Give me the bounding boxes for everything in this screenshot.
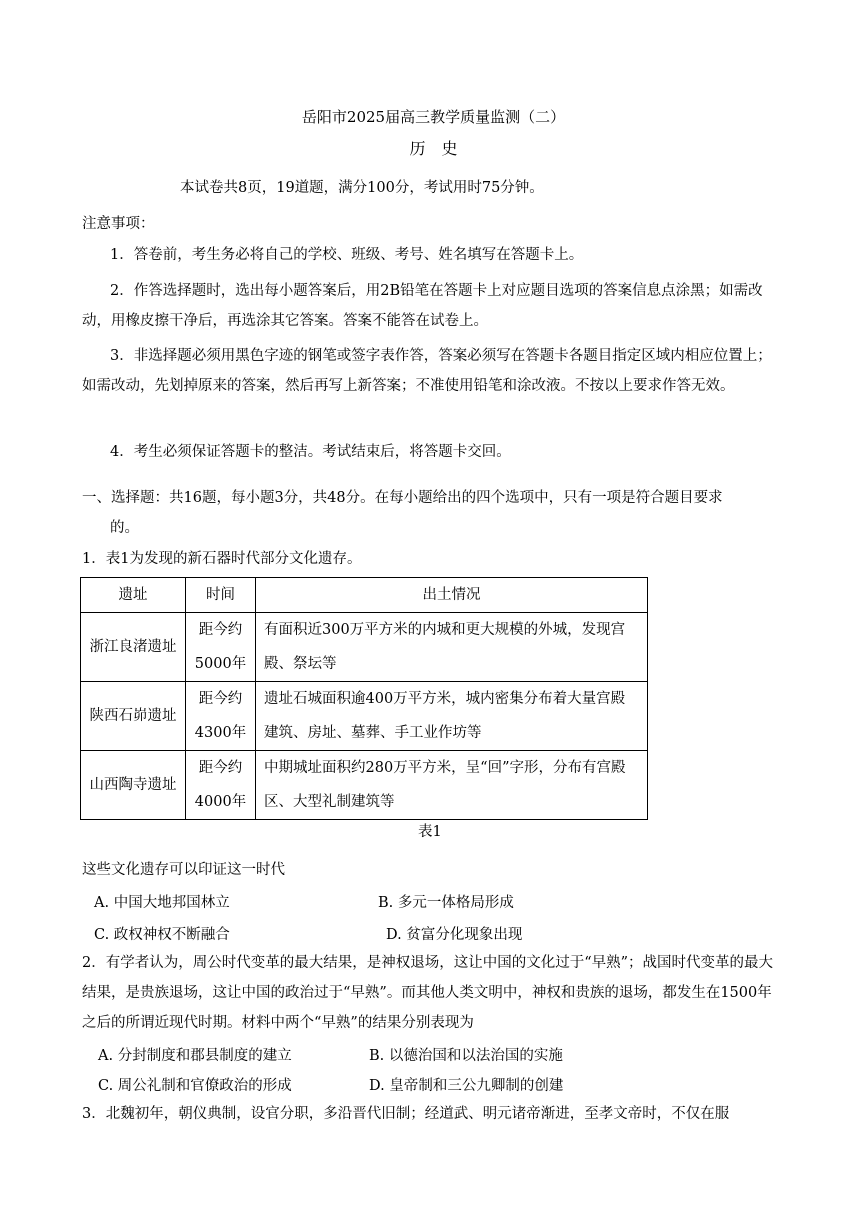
exam-title: 岳阳市2025届高三教学质量监测（二） — [301, 108, 566, 126]
found-cell: 中期城址面积约280万平方米，呈“回”字形，分布有宫殿区、大型礼制建筑等 — [256, 751, 648, 820]
exam-intro: 本试卷共8页，19道题，满分100分，考试用时75分钟。 — [180, 180, 544, 196]
q2-option-b: B. 以德治国和以法治国的实施 — [369, 1048, 563, 1064]
site-cell: 陕西石峁遗址 — [81, 682, 186, 751]
table-row — [81, 613, 648, 682]
table-header-cell: 遗址 — [81, 578, 186, 613]
time-approx: 距今约 — [198, 622, 243, 638]
time-cell — [186, 613, 256, 682]
q3-stem: 3．北魏初年，朝仪典制，设官分职，多沿晋代旧制；经道武、明元诸帝渐进，至孝文帝时，不仅在服 — [82, 1106, 730, 1122]
q1-option-a: A. 中国大地邦国林立 — [94, 895, 230, 911]
q1-stem: 1．表1为发现的新石器时代部分文化遗存。 — [82, 551, 362, 567]
q1-option-d: D. 贫富分化现象出现 — [386, 927, 523, 943]
section1-heading-cont: 的。 — [110, 520, 139, 536]
site-cell: 山西陶寺遗址 — [81, 751, 186, 820]
q2-option-d: D. 皇帝制和三公九卿制的创建 — [369, 1078, 564, 1094]
table-header-cell: 时间 — [186, 578, 256, 613]
notice-item-1: 1．答卷前，考生务必将自己的学校、班级、考号、姓名填写在答题卡上。 — [110, 247, 584, 263]
relics-table — [80, 577, 648, 820]
found-cell: 遗址石城面积逾400万平方米，城内密集分布着大量宫殿建筑、房址、墓葬、手工业作坊等 — [256, 682, 648, 751]
q1-question: 这些文化遗存可以印证这一时代 — [82, 862, 285, 878]
time-cell — [186, 751, 256, 820]
found-cell: 有面积近300万平方米的内城和更大规模的外城，发现宫殿、祭坛等 — [256, 613, 648, 682]
time-approx: 距今约 — [198, 760, 243, 776]
notice-item-3: 3．非选择题必须用黑色字迹的钢笔或签字表作答，答案必须写在答题卡各题目指定区域内相应位置上；如需改动，先划掉原来的答案，然后再写上新答案；不准使用铅笔和涂改液。不按以上要求作答无效。 — [82, 348, 772, 394]
q1-option-c: C. 政权神权不断融合 — [94, 927, 230, 943]
notice-heading: 注意事项： — [82, 216, 155, 232]
subject-title: 历 史 — [409, 139, 458, 158]
table-row — [81, 751, 648, 820]
q2-option-c: C. 周公礼制和官僚政治的形成 — [98, 1078, 292, 1094]
table-caption: 表1 — [418, 824, 442, 840]
site-cell: 浙江良渚遗址 — [81, 613, 186, 682]
table-header-cell: 出土情况 — [256, 578, 648, 613]
q2-stem: 2．有学者认为，周公时代变革的最大结果，是神权退场，这让中国的文化过于“早熟”；战国时代变革的最大结果，是贵族退场，这让中国的政治过于“早熟”。而其他人类文明中，神权和贵族的退场，都发生在1500年之后的所谓近现代时期。材料中两个“早熟”的结果分别表现为 — [82, 955, 774, 1031]
time-cell — [186, 682, 256, 751]
notice-item-4: 4．考生必须保证答题卡的整洁。考试结束后，将答题卡交回。 — [110, 444, 511, 460]
time-years: 4300年 — [194, 725, 247, 741]
q2-option-a: A. 分封制度和郡县制度的建立 — [98, 1048, 292, 1064]
time-years: 5000年 — [194, 656, 247, 672]
table-row — [81, 682, 648, 751]
time-years: 4000年 — [194, 794, 247, 810]
table-header-row — [81, 578, 648, 613]
q1-option-b: B. 多元一体格局形成 — [378, 895, 514, 911]
section1-heading: 一、选择题：共16题，每小题3分，共48分。在每小题给出的四个选项中，只有一项是符合题目要求 — [82, 490, 723, 506]
time-approx: 距今约 — [198, 691, 243, 707]
notice-item-2: 2．作答选择题时，选出每小题答案后，用2B铅笔在答题卡上对应题目选项的答案信息点涂黑；如需改动，用橡皮擦干净后，再选涂其它答案。答案不能答在试卷上。 — [82, 283, 763, 329]
